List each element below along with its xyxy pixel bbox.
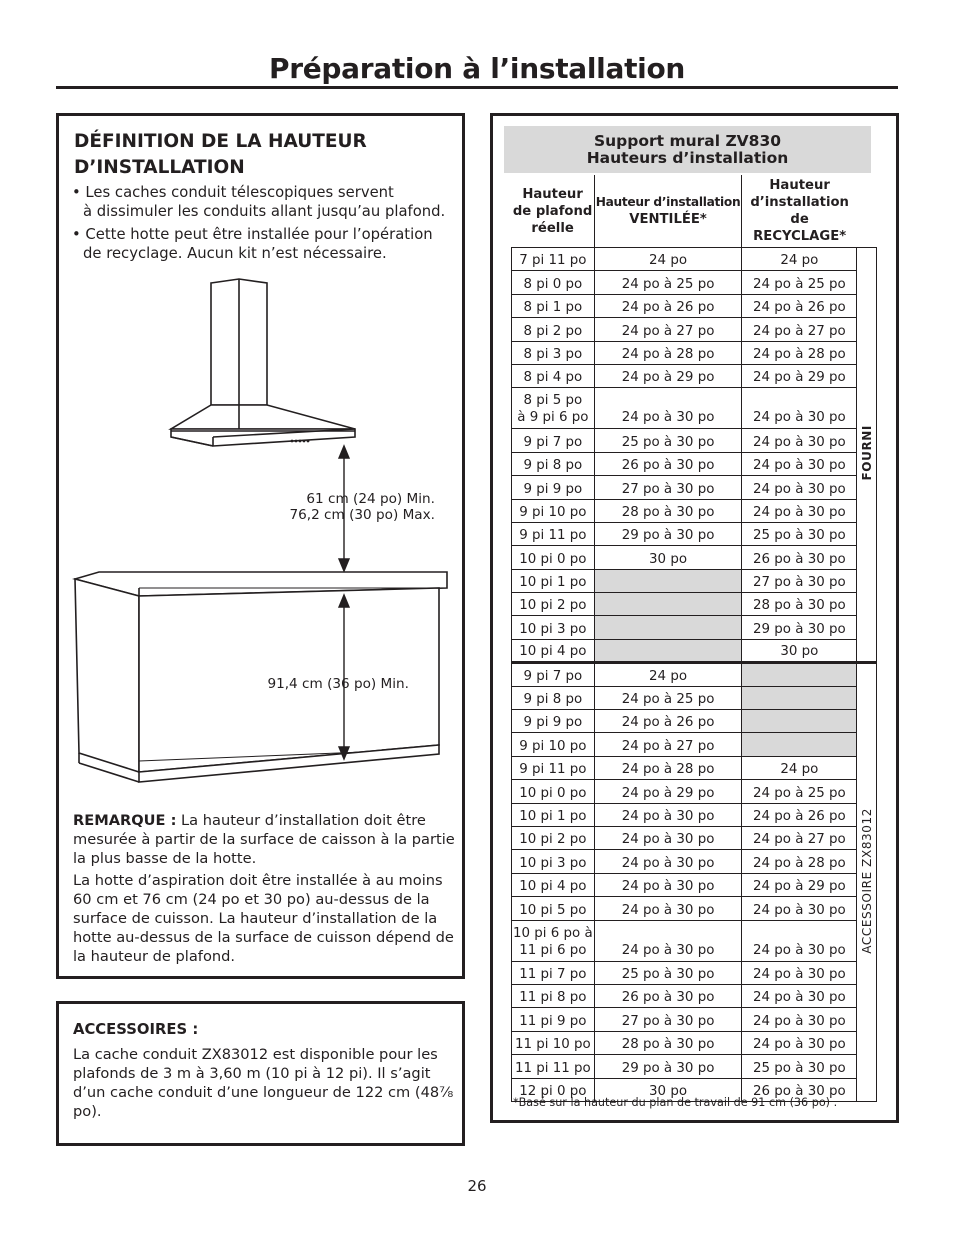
accessories-text: La cache conduit ZX83012 est disponible pour les plafonds de 3 m à 3,60 m (10 pi à 12 pi). Il s’agit d’un cache conduit d’une longueur de 122 cm (48⅞ po). bbox=[73, 1046, 454, 1120]
table-row bbox=[512, 1031, 877, 1054]
table-row bbox=[512, 429, 877, 452]
installation-height-table-section bbox=[490, 113, 899, 1123]
cell-recirculation-height: 28 po à 30 po bbox=[742, 593, 857, 616]
cell-vented-height: 25 po à 30 po bbox=[594, 429, 742, 452]
table-row bbox=[512, 616, 877, 639]
cell-ceiling-height: 10 pi 0 po bbox=[512, 546, 595, 569]
cell-recirculation-height: 24 po à 29 po bbox=[742, 364, 857, 387]
table-row bbox=[512, 920, 877, 961]
cell-ceiling-height: 8 pi 5 po à 9 pi 6 po bbox=[512, 388, 595, 429]
page-number: 26 bbox=[467, 1177, 487, 1195]
counter-height-label: 91,4 cm (36 po) Min. bbox=[267, 676, 409, 692]
cell-recirculation-height: 24 po à 30 po bbox=[742, 984, 857, 1007]
cell-vented-height: 24 po à 30 po bbox=[594, 897, 742, 920]
cell-ceiling-height: 10 pi 4 po bbox=[512, 639, 595, 662]
cell-ceiling-height: 9 pi 9 po bbox=[512, 710, 595, 733]
cell-ceiling-height: 11 pi 11 po bbox=[512, 1055, 595, 1078]
table-row bbox=[512, 546, 877, 569]
cell-ceiling-height: 9 pi 8 po bbox=[512, 686, 595, 709]
table-row bbox=[512, 499, 877, 522]
cell-vented-height: 28 po à 30 po bbox=[594, 499, 742, 522]
table-row bbox=[512, 388, 877, 429]
cell-recirculation-height: 24 po à 30 po bbox=[742, 499, 857, 522]
cell-ceiling-height: 10 pi 5 po bbox=[512, 897, 595, 920]
cell-ceiling-height: 7 pi 11 po bbox=[512, 248, 595, 271]
cell-recirculation-height: 24 po à 25 po bbox=[742, 780, 857, 803]
title-divider bbox=[56, 86, 898, 89]
table-row bbox=[512, 733, 877, 756]
cell-ceiling-height: 9 pi 11 po bbox=[512, 756, 595, 779]
table-row bbox=[512, 341, 877, 364]
table-row bbox=[512, 686, 877, 709]
cell-ceiling-height: 10 pi 3 po bbox=[512, 616, 595, 639]
range-hood-illustration bbox=[171, 279, 355, 446]
cell-vented-height: 25 po à 30 po bbox=[594, 961, 742, 984]
table-row bbox=[512, 710, 877, 733]
page-title: Préparation à l’installation bbox=[268, 52, 686, 85]
cell-vented-height: 27 po à 30 po bbox=[594, 1008, 742, 1031]
cell-recirculation-height bbox=[742, 733, 857, 756]
installation-height-section bbox=[56, 113, 465, 979]
cell-vented-height: 28 po à 30 po bbox=[594, 1031, 742, 1054]
column-header-ceiling: Hauteur de plafond réelle bbox=[512, 175, 595, 248]
requirement-paragraph: La hotte d’aspiration doit être installée à au moins 60 cm et 76 cm (24 po et 30 po) au-dessus de la surface de cuisson. La hauteur d’installation de la hotte au-dessus de la surface de cuisson dépend de la hauteur de plafond. bbox=[73, 872, 454, 965]
cell-vented-height: 24 po à 30 po bbox=[594, 873, 742, 896]
cell-recirculation-height: 24 po à 30 po bbox=[742, 388, 857, 429]
bullet-recirculation: • Cette hotte peut être installée pour l’opération de recyclage. Aucun kit n’est nécessaire. bbox=[72, 226, 433, 262]
cell-ceiling-height: 12 pi 0 po bbox=[512, 1078, 595, 1101]
cell-ceiling-height: 8 pi 2 po bbox=[512, 318, 595, 341]
cell-recirculation-height: 24 po à 30 po bbox=[742, 452, 857, 475]
cell-ceiling-height: 9 pi 10 po bbox=[512, 733, 595, 756]
cell-recirculation-height: 24 po à 26 po bbox=[742, 294, 857, 317]
cell-ceiling-height: 10 pi 3 po bbox=[512, 850, 595, 873]
table-row bbox=[512, 961, 877, 984]
table-row bbox=[512, 364, 877, 387]
cell-vented-height: 24 po à 28 po bbox=[594, 341, 742, 364]
table-row bbox=[512, 826, 877, 849]
cell-ceiling-height: 9 pi 7 po bbox=[512, 429, 595, 452]
cell-vented-height: 27 po à 30 po bbox=[594, 476, 742, 499]
group-label-accessory: ACCESSOIRE ZX83012 bbox=[857, 663, 877, 1102]
table-row bbox=[512, 476, 877, 499]
cell-recirculation-height: 27 po à 30 po bbox=[742, 569, 857, 592]
hood-height-label: 61 cm (24 po) Min. 76,2 cm (30 po) Max. bbox=[289, 491, 435, 523]
cell-vented-height bbox=[594, 593, 742, 616]
cell-vented-height: 24 po à 27 po bbox=[594, 733, 742, 756]
accessories-heading: ACCESSOIRES : bbox=[73, 1021, 199, 1038]
installation-height-table bbox=[511, 175, 877, 1102]
cell-vented-height: 24 po à 30 po bbox=[594, 388, 742, 429]
bullet-telescopic: • Les caches conduit télescopiques servent à dissimuler les conduits allant jusqu’au plafond. bbox=[72, 184, 446, 220]
table-title: Support mural ZV830 Hauteurs d’installation bbox=[504, 126, 871, 173]
cell-recirculation-height bbox=[742, 710, 857, 733]
note-paragraph: REMARQUE : La hauteur d’installation doit être mesurée à partir de la surface de caisson à la partie la plus basse de la hotte. bbox=[73, 812, 455, 867]
cell-ceiling-height: 9 pi 10 po bbox=[512, 499, 595, 522]
table-row bbox=[512, 593, 877, 616]
cell-recirculation-height: 25 po à 30 po bbox=[742, 522, 857, 545]
cell-ceiling-height: 8 pi 0 po bbox=[512, 271, 595, 294]
cell-vented-height: 24 po à 26 po bbox=[594, 710, 742, 733]
cell-vented-height: 24 po à 30 po bbox=[594, 826, 742, 849]
table-row bbox=[512, 1008, 877, 1031]
cell-recirculation-height: 29 po à 30 po bbox=[742, 616, 857, 639]
section-heading: DÉFINITION DE LA HAUTEUR bbox=[74, 131, 367, 152]
cell-ceiling-height: 9 pi 11 po bbox=[512, 522, 595, 545]
cell-recirculation-height: 24 po à 30 po bbox=[742, 476, 857, 499]
table-row bbox=[512, 452, 877, 475]
cell-vented-height: 24 po bbox=[594, 663, 742, 686]
cell-vented-height: 24 po à 29 po bbox=[594, 364, 742, 387]
table-row bbox=[512, 522, 877, 545]
table-body bbox=[512, 248, 877, 1102]
cell-recirculation-height: 26 po à 30 po bbox=[742, 546, 857, 569]
table-row bbox=[512, 271, 877, 294]
cell-recirculation-height: 24 po à 27 po bbox=[742, 318, 857, 341]
cell-recirculation-height: 24 po à 30 po bbox=[742, 920, 857, 961]
table-row bbox=[512, 248, 877, 271]
cell-recirculation-height: 24 po bbox=[742, 248, 857, 271]
section-heading-line2: D’INSTALLATION bbox=[74, 157, 245, 178]
table-row bbox=[512, 984, 877, 1007]
cell-vented-height: 24 po à 30 po bbox=[594, 803, 742, 826]
cell-vented-height: 24 po bbox=[594, 248, 742, 271]
cell-ceiling-height: 10 pi 1 po bbox=[512, 569, 595, 592]
cell-ceiling-height: 8 pi 1 po bbox=[512, 294, 595, 317]
cell-recirculation-height: 24 po à 29 po bbox=[742, 873, 857, 896]
table-row bbox=[512, 294, 877, 317]
cell-recirculation-height: 24 po à 30 po bbox=[742, 961, 857, 984]
cell-vented-height bbox=[594, 639, 742, 662]
cell-vented-height: 30 po bbox=[594, 1078, 742, 1101]
cell-recirculation-height: 24 po à 27 po bbox=[742, 826, 857, 849]
table-row bbox=[512, 897, 877, 920]
cell-ceiling-height: 11 pi 8 po bbox=[512, 984, 595, 1007]
cell-vented-height: 24 po à 30 po bbox=[594, 850, 742, 873]
cell-vented-height: 24 po à 30 po bbox=[594, 920, 742, 961]
cell-vented-height bbox=[594, 616, 742, 639]
cell-vented-height: 30 po bbox=[594, 546, 742, 569]
cell-ceiling-height: 10 pi 2 po bbox=[512, 593, 595, 616]
cell-vented-height: 29 po à 30 po bbox=[594, 1055, 742, 1078]
cell-ceiling-height: 8 pi 4 po bbox=[512, 364, 595, 387]
cell-recirculation-height bbox=[742, 663, 857, 686]
cell-ceiling-height: 9 pi 7 po bbox=[512, 663, 595, 686]
cell-vented-height: 24 po à 29 po bbox=[594, 780, 742, 803]
hood-installation-diagram bbox=[59, 266, 462, 796]
cell-recirculation-height: 24 po à 30 po bbox=[742, 429, 857, 452]
cell-vented-height: 26 po à 30 po bbox=[594, 984, 742, 1007]
cell-recirculation-height: 24 po à 30 po bbox=[742, 897, 857, 920]
table-row bbox=[512, 850, 877, 873]
table-footnote: *Basé sur la hauteur du plan de travail de 91 cm (36 po) . bbox=[513, 1096, 838, 1109]
table-row bbox=[512, 780, 877, 803]
table-row bbox=[512, 803, 877, 826]
cell-ceiling-height: 10 pi 4 po bbox=[512, 873, 595, 896]
cell-recirculation-height: 24 po à 28 po bbox=[742, 850, 857, 873]
cell-ceiling-height: 10 pi 6 po à 11 pi 6 po bbox=[512, 920, 595, 961]
cell-recirculation-height: 24 po à 26 po bbox=[742, 803, 857, 826]
cell-recirculation-height: 30 po bbox=[742, 639, 857, 662]
cell-recirculation-height: 25 po à 30 po bbox=[742, 1055, 857, 1078]
cell-ceiling-height: 11 pi 10 po bbox=[512, 1031, 595, 1054]
table-row bbox=[512, 663, 877, 686]
cell-vented-height bbox=[594, 569, 742, 592]
cell-recirculation-height bbox=[742, 686, 857, 709]
cell-ceiling-height: 11 pi 7 po bbox=[512, 961, 595, 984]
cell-ceiling-height: 10 pi 1 po bbox=[512, 803, 595, 826]
cell-ceiling-height: 9 pi 8 po bbox=[512, 452, 595, 475]
table-row bbox=[512, 756, 877, 779]
cell-vented-height: 24 po à 27 po bbox=[594, 318, 742, 341]
group-label-supplied: FOURNI bbox=[857, 248, 877, 663]
cell-recirculation-height: 24 po à 30 po bbox=[742, 1031, 857, 1054]
table-row bbox=[512, 569, 877, 592]
cell-vented-height: 24 po à 25 po bbox=[594, 686, 742, 709]
cell-recirculation-height: 24 po à 30 po bbox=[742, 1008, 857, 1031]
cell-recirculation-height: 26 po à 30 po bbox=[742, 1078, 857, 1101]
cell-recirculation-height: 24 po à 28 po bbox=[742, 341, 857, 364]
cell-ceiling-height: 10 pi 0 po bbox=[512, 780, 595, 803]
table-row bbox=[512, 639, 877, 662]
cell-vented-height: 26 po à 30 po bbox=[594, 452, 742, 475]
table-row bbox=[512, 873, 877, 896]
cell-ceiling-height: 11 pi 9 po bbox=[512, 1008, 595, 1031]
cell-vented-height: 24 po à 26 po bbox=[594, 294, 742, 317]
cell-vented-height: 29 po à 30 po bbox=[594, 522, 742, 545]
cell-ceiling-height: 8 pi 3 po bbox=[512, 341, 595, 364]
table-row bbox=[512, 1055, 877, 1078]
cell-recirculation-height: 24 po bbox=[742, 756, 857, 779]
cell-recirculation-height: 24 po à 25 po bbox=[742, 271, 857, 294]
accessories-section bbox=[56, 1001, 465, 1146]
cell-vented-height: 24 po à 28 po bbox=[594, 756, 742, 779]
table-row bbox=[512, 318, 877, 341]
cell-vented-height: 24 po à 25 po bbox=[594, 271, 742, 294]
column-header-vented: Hauteur d’installation VENTILÉE* bbox=[594, 175, 742, 248]
column-header-recirculation: Hauteur d’installation de RECYCLAGE* bbox=[742, 175, 857, 248]
cell-ceiling-height: 9 pi 9 po bbox=[512, 476, 595, 499]
cell-ceiling-height: 10 pi 2 po bbox=[512, 826, 595, 849]
